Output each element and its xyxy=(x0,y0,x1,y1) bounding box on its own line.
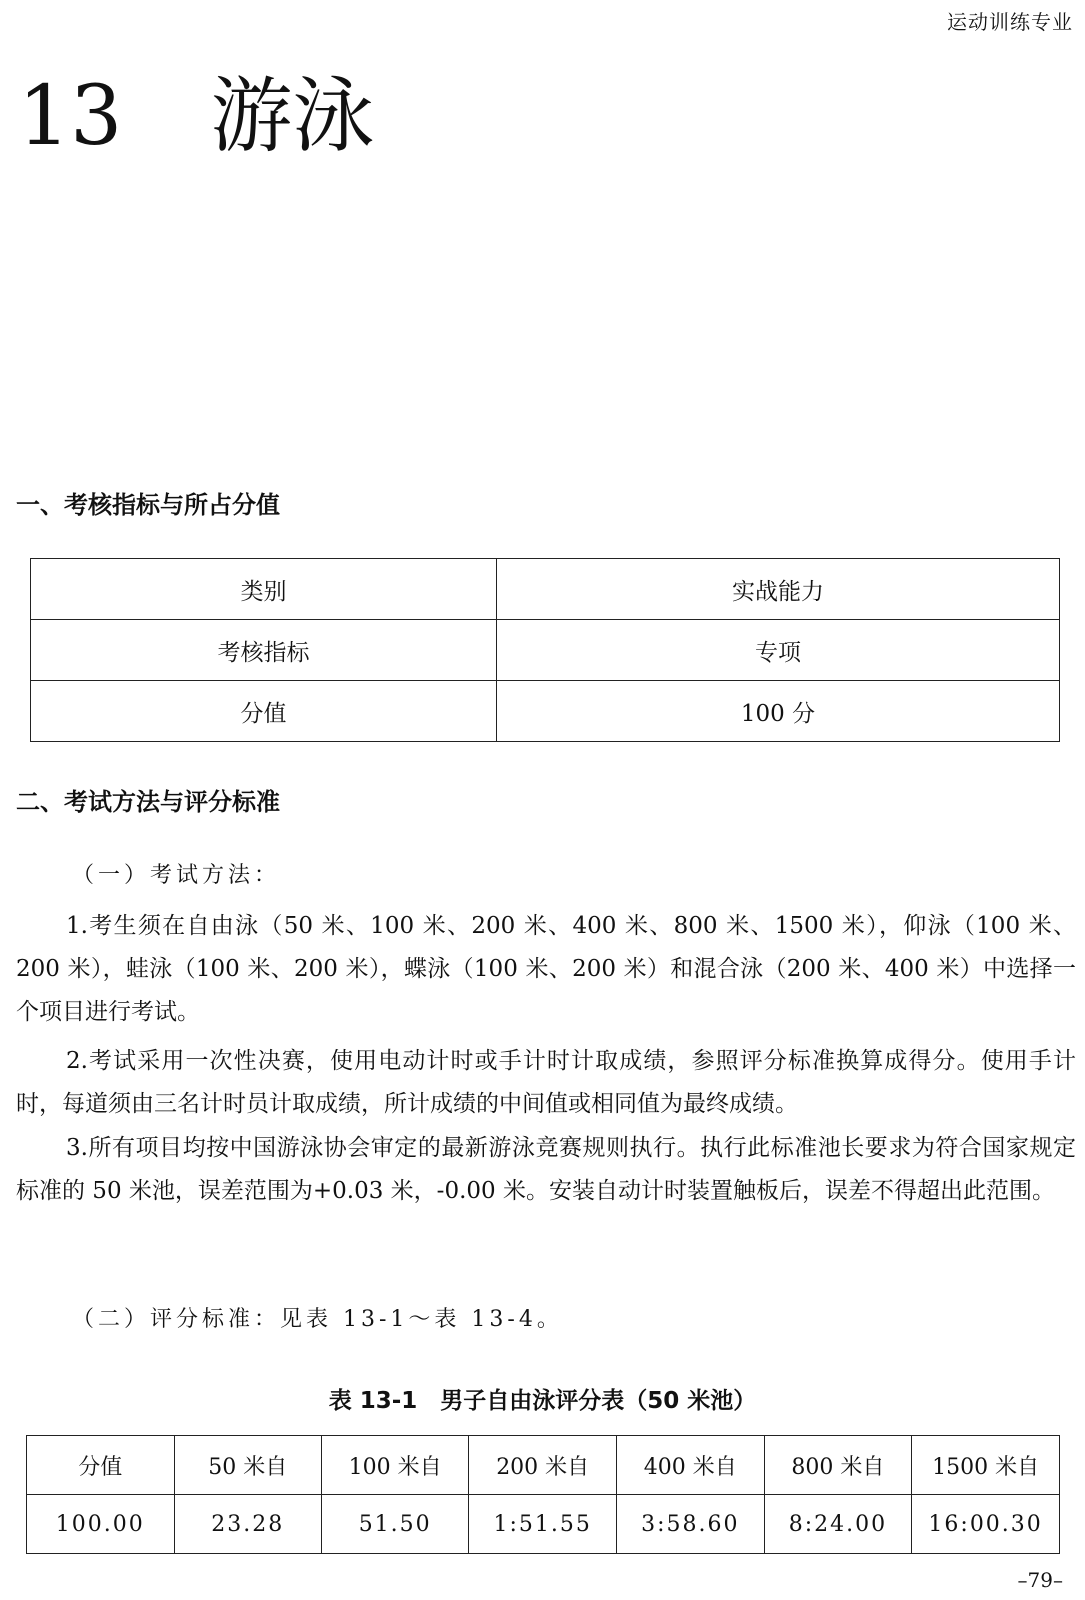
running-head: 运动训练专业 xyxy=(947,10,1073,34)
table-cell: 8:24.00 xyxy=(764,1495,912,1554)
method-subheading: （一）考试方法： xyxy=(72,863,281,888)
paragraph: 1.考生须在自由泳（50 米、100 米、200 米、400 米、800 米、1500 米），仰泳（100 米、200 米），蛙泳（100 米、200 米），蝶泳（100 米、200 米）和混合泳（200 米、400 米）中选择一个项目进行考试。 xyxy=(16,913,1076,1025)
paragraph: 3.所有项目均按中国游泳协会审定的最新游泳竞赛规则执行。执行此标准池长要求为符合国家规定标准的 50 米池，误差范围为+0.03 米，-0.00 米。安装自动计时装置触板后，误差不得超出此范围。 xyxy=(16,1135,1076,1204)
chapter-name: 游泳 xyxy=(210,69,375,164)
table-row xyxy=(31,681,1060,742)
table-row xyxy=(31,620,1060,681)
table-cell: 100.00 xyxy=(27,1495,175,1554)
section-heading-methods: 二、考试方法与评分标准 xyxy=(16,788,280,816)
table-cell: 3:58.60 xyxy=(617,1495,765,1554)
table-header-row xyxy=(27,1436,1060,1495)
table-cell-value: 实战能力 xyxy=(497,559,1060,620)
page-number: –79– xyxy=(1017,1568,1063,1592)
table-cell: 16:00.30 xyxy=(912,1495,1060,1554)
score-subheading: （二）评分标准：见表 13-1～表 13-4。 xyxy=(72,1307,563,1332)
table-cell-label: 分值 xyxy=(31,681,497,742)
column-header: 50 米自 xyxy=(174,1436,321,1495)
table-cell: 51.50 xyxy=(321,1495,468,1554)
indicator-table xyxy=(30,558,1060,742)
column-header: 100 米自 xyxy=(321,1436,468,1495)
column-header: 分值 xyxy=(27,1436,175,1495)
paragraph: 2.考试采用一次性决赛，使用电动计时或手计时计取成绩，参照评分标准换算成得分。使用手计时，每道须由三名计时员计取成绩，所计成绩的中间值或相同值为最终成绩。 xyxy=(16,1048,1076,1117)
table-cell-value: 100 分 xyxy=(497,681,1060,742)
table-cell-value: 专项 xyxy=(497,620,1060,681)
table-row xyxy=(27,1495,1060,1554)
table-cell: 1:51.55 xyxy=(469,1495,617,1554)
table-cell: 23.28 xyxy=(174,1495,321,1554)
section-heading-indicators: 一、考核指标与所占分值 xyxy=(16,491,280,519)
score-table xyxy=(26,1435,1060,1554)
table-caption: 表 13-1 男子自由泳评分表（50 米池） xyxy=(328,1388,757,1414)
column-header: 200 米自 xyxy=(469,1436,617,1495)
column-header: 1500 米自 xyxy=(912,1436,1060,1495)
chapter-number: 13 xyxy=(18,69,123,164)
column-header: 400 米自 xyxy=(617,1436,765,1495)
chapter-title xyxy=(18,68,374,166)
table-cell-label: 考核指标 xyxy=(31,620,497,681)
table-cell-label: 类别 xyxy=(31,559,497,620)
column-header: 800 米自 xyxy=(764,1436,912,1495)
table-row xyxy=(31,559,1060,620)
